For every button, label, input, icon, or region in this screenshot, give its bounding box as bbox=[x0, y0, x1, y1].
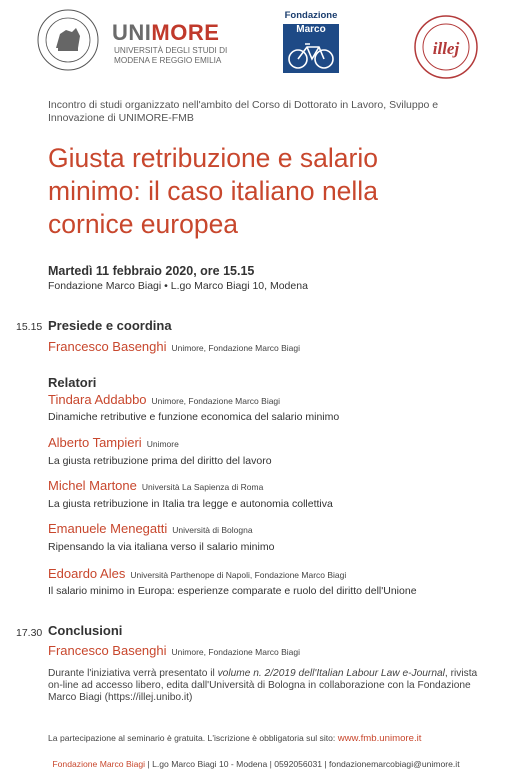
speaker-affiliation: Unimore, Fondazione Marco Biagi bbox=[151, 396, 281, 406]
speaker-affiliation: Università di Bologna bbox=[172, 525, 253, 535]
page-title bbox=[48, 142, 488, 241]
fmb-logo-line1: Fondazione bbox=[284, 10, 338, 21]
intro-text: Incontro di studi organizzato nell'ambito del Corso di Dottorato in Lavoro, Sviluppo e Innovazione di UNIMORE-FMB bbox=[48, 99, 439, 124]
illej-logo bbox=[413, 14, 479, 80]
chair-affiliation: Unimore, Fondazione Marco Biagi bbox=[171, 343, 301, 353]
conclusion-affiliation: Unimore, Fondazione Marco Biagi bbox=[171, 647, 301, 657]
speaker-talk: La giusta retribuzione prima del diritto del lavoro bbox=[48, 455, 272, 467]
chair-heading: Presiede e coordina bbox=[48, 318, 172, 333]
chair-time: 15.15 bbox=[16, 321, 43, 333]
speaker-affiliation: Unimore bbox=[146, 439, 179, 449]
speaker-talk: Il salario minimo in Europa: esperienze comparate e ruolo del diritto dell'Unione bbox=[48, 585, 417, 597]
speaker-affiliation: Università La Sapienza di Roma bbox=[141, 482, 264, 492]
website-link[interactable]: www.fmb.unimore.it bbox=[337, 733, 422, 744]
participation-info: La partecipazione al seminario è gratuita. L'iscrizione è obbligatoria sul sito: www.fmb.unimore.it bbox=[48, 733, 422, 744]
speakers-heading: Relatori bbox=[48, 375, 97, 390]
speaker-name: Tindara Addabbo Unimore, Fondazione Marco Biagi bbox=[48, 392, 281, 407]
journal-note: Durante l'iniziativa verrà presentato il volume n. 2/2019 dell'Italian Labour Law e-Journal, rivista on-line ad accesso libero, edita dall'Università di Bologna in collaborazione con la Fondazione Marco Biagi (https://illej.unibo.it) bbox=[48, 668, 478, 703]
bicycle-icon bbox=[283, 35, 339, 73]
footer: Fondazione Marco Biagi | L.go Marco Biagi 10 - Modena | 0592056031 | fondazionemarcobiagi@unimore.it bbox=[52, 759, 460, 769]
speaker-name: Emanuele Menegatti Università di Bologna bbox=[48, 521, 253, 536]
speaker-talk: Ripensando la via italiana verso il salario minimo bbox=[48, 541, 275, 553]
conclusion-time: 17.30 bbox=[16, 627, 43, 639]
unimore-seal-logo bbox=[36, 8, 100, 72]
unimore-subtitle: UNIVERSITÀ DEGLI STUDI DI MODENA E REGGIO EMILIA bbox=[114, 46, 228, 65]
unimore-wordmark: UNIMORE bbox=[112, 20, 220, 45]
conclusion-heading: Conclusioni bbox=[48, 623, 123, 638]
event-venue: Fondazione Marco Biagi • L.go Marco Biagi 10, Modena bbox=[48, 280, 308, 292]
speaker-name: Edoardo Ales Università Parthenope di Napoli, Fondazione Marco Biagi bbox=[48, 566, 347, 581]
title-line: minimo: il caso italiano nella bbox=[48, 176, 378, 206]
conclusion-name: Francesco Basenghi Unimore, Fondazione Marco Biagi bbox=[48, 643, 301, 658]
title-line: cornice europea bbox=[48, 209, 239, 239]
speaker-talk: La giusta retribuzione in Italia tra legge e autonomia collettiva bbox=[48, 498, 333, 510]
svg-text:illej: illej bbox=[432, 39, 460, 58]
event-date: Martedì 11 febbraio 2020, ore 15.15 bbox=[48, 264, 255, 278]
title-line: Giusta retribuzione e salario bbox=[48, 143, 378, 173]
chair-name: Francesco Basenghi Unimore, Fondazione Marco Biagi bbox=[48, 339, 301, 354]
speaker-name: Michel Martone Università La Sapienza di Roma bbox=[48, 478, 264, 493]
speaker-talk: Dinamiche retributive e funzione economica del salario minimo bbox=[48, 411, 340, 423]
speaker-name: Alberto Tampieri Unimore bbox=[48, 435, 179, 450]
speaker-affiliation: Università Parthenope di Napoli, Fondazione Marco Biagi bbox=[130, 570, 347, 580]
fmb-logo-line2: Marco bbox=[283, 24, 339, 36]
